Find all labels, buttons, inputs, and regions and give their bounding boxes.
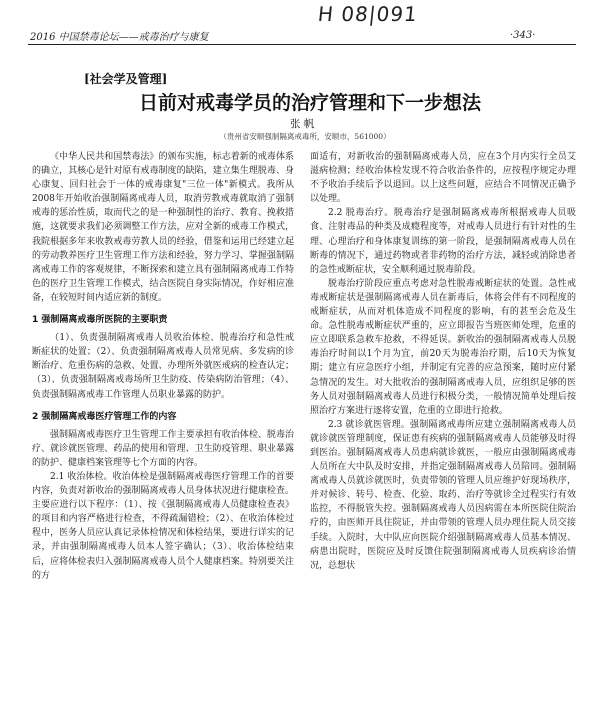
section-2-heading: 2 强制隔离戒毒医疗管理工作的内容 bbox=[32, 411, 177, 422]
continuation-paragraph: 面适有，对新收治的强制隔离戒毒人员，应在3个月内实行全员艾滋病检测；经收治体检发现不符合收治条件的，应按程序规定办理不予收治手续后予以退回。以上这些问题，应结合不同情况正确予以处理。 bbox=[310, 152, 576, 205]
handwritten-archive-mark: H 08|091 bbox=[316, 2, 420, 26]
subsection-2-2: 2.2 脱毒治疗。脱毒治疗是强制隔离戒毒所根据戒毒人员吸食、注射毒品的种类及成瘾程度等，对戒毒人员进行有针对性的生理、心理治疗和身体康复训练的第一阶段，是强制隔离戒毒人员在断毒的情况下，通过药物或者非药物的治疗方法，减轻或消除患者的急性戒断症状，安全顺利通过脱毒阶段。 bbox=[310, 208, 576, 275]
intro-paragraph: 《中华人民共和国禁毒法》的颁布实施，标志着新的戒毒体系的确立，其核心是针对原有戒毒制度的缺陷，建立集生理脱毒、身心康复、回归社会于一体的戒毒康复"三位一体"新模式。我所从2008年开始收治强制隔离戒毒人员，取消劳教戒毒就取消了强制戒毒的惩治性质，取而代之的是一种强制性的治疗、教育、挽救措施，这就要求我们必须调整工作方法，应对全新的戒毒工作模式，我院根据多年来收教戒毒劳教人员的经验，借鉴和运用已经建立起的劳动教养医疗卫生管理工作方法和经验，努力学习、掌握强制隔离戒毒工作的客观规律，不断探索和建立具有强制隔离戒毒工作特色的医疗卫生管理工作模式，结合医院自身实际情况，作好相应准备，在较短时间内适应新的制度。 bbox=[32, 152, 294, 303]
author-name: 张 帆 bbox=[290, 118, 315, 130]
running-header-journal: 2016 中国禁毒论坛——戒毒治疗与康复 bbox=[30, 32, 209, 43]
left-column bbox=[32, 150, 294, 583]
section-tag: [社会学及管理] bbox=[84, 72, 168, 86]
section-1-heading: 1 强制隔离戒毒所医院的主要职责 bbox=[32, 315, 168, 326]
article-title: 日前对戒毒学员的治疗管理和下一步想法 bbox=[138, 92, 481, 114]
section-2-intro: 强制隔离戒毒医疗卫生管理工作主要承担有收治体检、脱毒治疗、就诊就医管理、药品的使用和管理、卫生防疫管理、职业暴露的防护、健康档案管理等七个方面的内容。 bbox=[32, 429, 294, 468]
detox-paragraph: 脱毒治疗阶段应重点考虑对急性脱毒戒断症状的处置。急性戒毒戒断症状是强制隔离戒毒人员在新毒后，体将会伴有不同程度的戒断症状，从而对机体造成不同程度的影响，有的甚至会危及生命。急性脱毒戒断症状严重的，应立即报告当班医师处理，危重的应立即联系急救车抢救，不得延误。新收治的强制隔离戒毒人员脱毒治疗时间以1个月为宜，前20天为脱毒治疗期，后10天为恢复期；建立有应急医疗小组，并制定有完善的应急预案，随时应付紧急情况的发生。对大批收治的强制隔离戒毒人员，应组织足够的医务人员对强制隔离戒毒人员进行积极分类，一般情况简单处理后按照治疗方案进行逐将安置，危重的立即进行抢救。 bbox=[310, 278, 576, 416]
section-1-body: （1）、负责强制隔离戒毒人员收治体检、脱毒治疗和急性戒断症状的处置；（2）、负责强制隔离戒毒人员常见病、多发病的诊断治疗、危重伤病的急救、处置、办理所外就医戒病的检查认定；（3）、负责强制隔离戒毒场所卫生防疫、传染病防治管理；（4）、负责强制隔离戒毒工作管理人员职业暴露的防护。 bbox=[32, 333, 294, 400]
right-column bbox=[310, 150, 576, 573]
subsection-2-3: 2.3 就诊就医管理。强制隔离戒毒所应建立强制隔离戒毒人员就诊就医管理制度，保证患有疾病的强制隔离戒毒人员能够及时得到医治。强制隔离戒毒人员患病就诊就医，一般应由强制隔离戒毒人员所在大中队及时安排，并指定强制隔离戒毒人员陪同。强制隔离戒毒人员就诊就医时，负责带领的管理人员应维护好现场秩序，并对候诊、转号、检查、化验、取药、治疗等就诊全过程实行有效监控，不得脱管失控。强制隔离戒毒人员因病需在本所医院住院治疗的，由医师开具住院证，并由带领的管理人员办理住院人员交接手续。入院时，大中队应向医院介绍强制隔离戒毒人员基本情况、病患出院时，医院应及时反馈住院强制隔离戒毒人员疾病诊治情况，总想状 bbox=[310, 419, 576, 571]
header-divider bbox=[28, 44, 576, 45]
page-number: ·343· bbox=[510, 30, 536, 41]
author-affiliation: （贵州省安顺强制隔离戒毒所，安顺市，561000） bbox=[219, 132, 391, 141]
subsection-2-1: 2.1 收治体检。收治体检是强制隔离戒毒医疗管理工作的首要内容，负责对新收治的强制隔离戒毒人员身体状况进行健康检查。主要应进行以下程序：（1）、按《强制隔离戒毒人员健康检查表》的项目和内容严格进行检查，不得疏漏错检；（2）、在收治体检过程中，医务人员应认真记录体检情况和体检结果，要进行详实的记录，并由强制隔离戒毒人员本人签字确认；（3）、收治体检结束后，应将体检表归入强制隔离戒毒人员个人健康档案。特别要关注的方 bbox=[32, 471, 294, 581]
